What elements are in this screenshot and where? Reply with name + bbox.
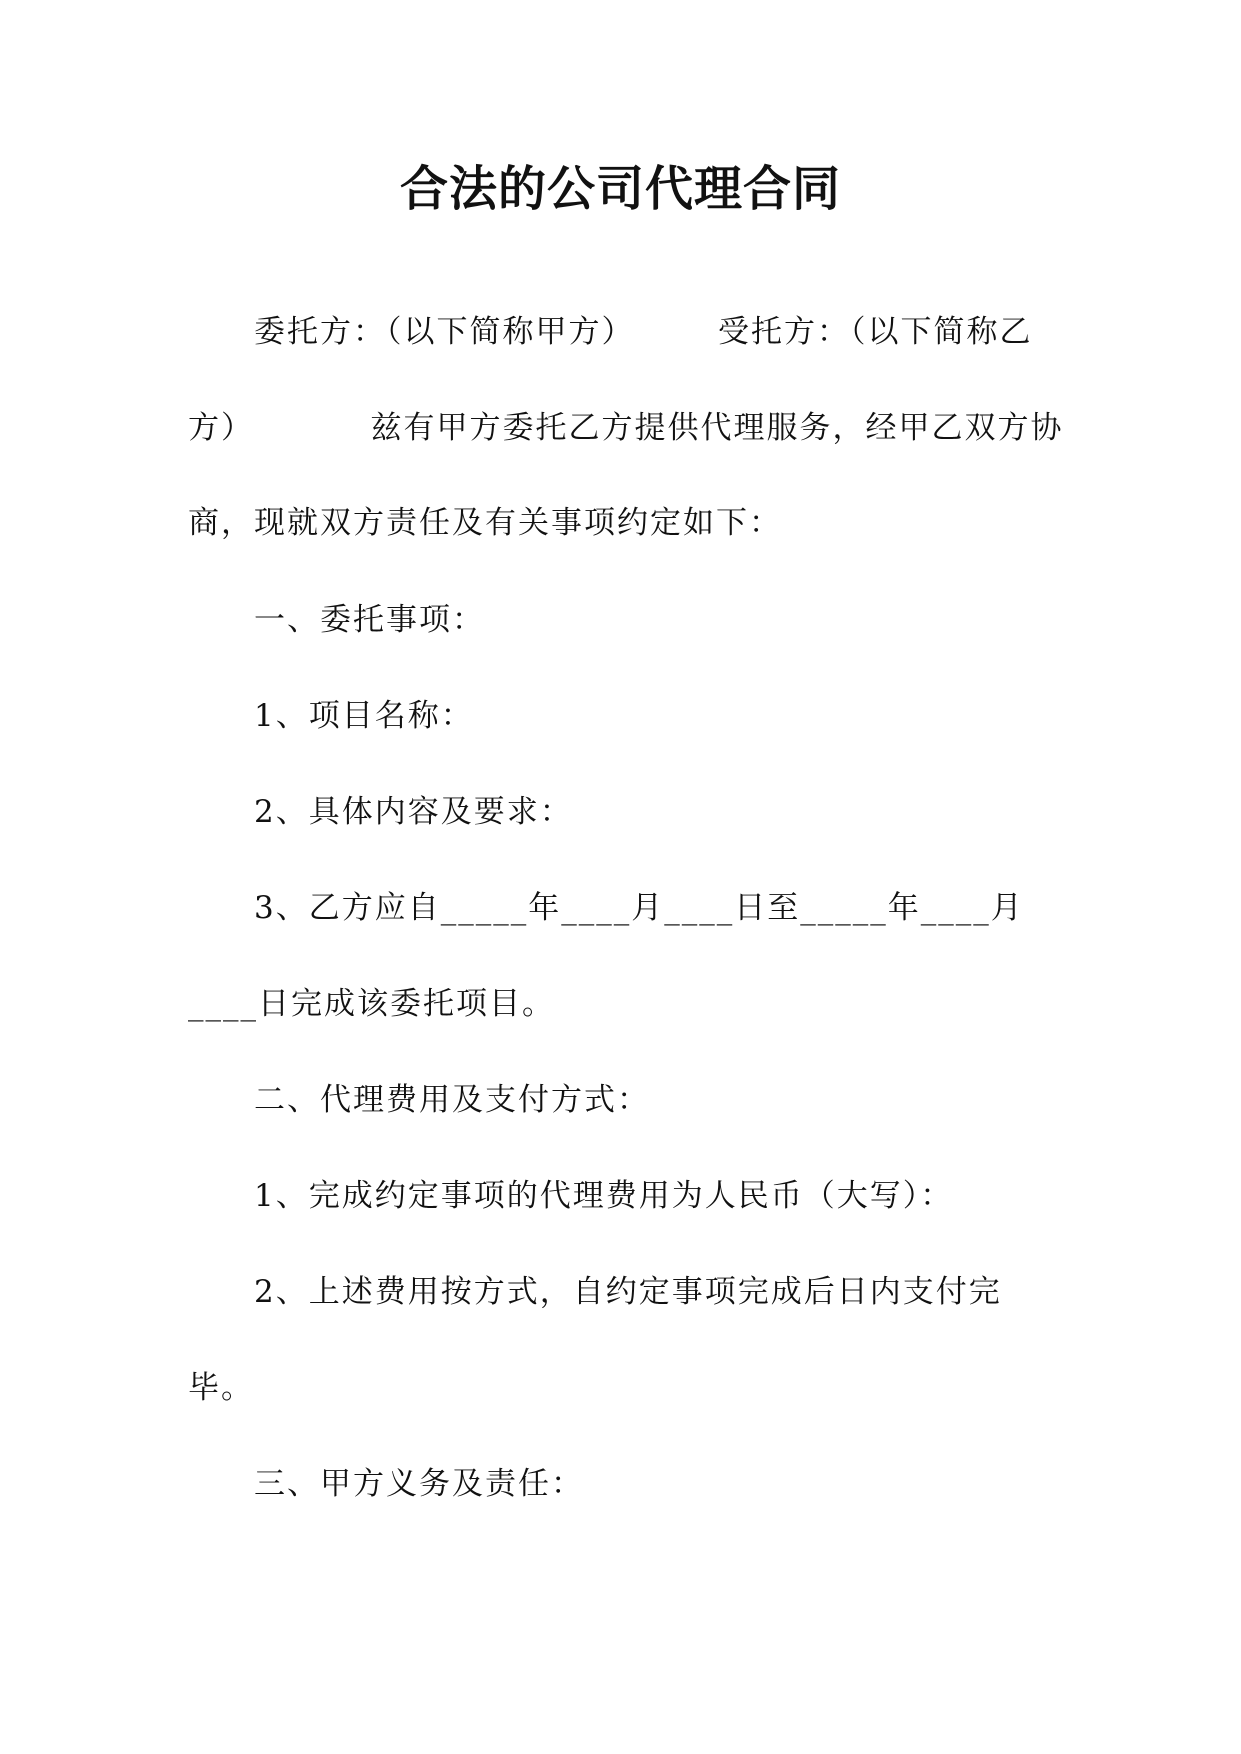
paragraph-line: 2、具体内容及要求： [254, 794, 573, 830]
paragraph-line: 1、项目名称： [254, 698, 474, 734]
paragraph-line: 方） 兹有甲方委托乙方提供代理服务，经甲乙双方协 [188, 410, 1064, 446]
paragraph-line: 商，现就双方责任及有关事项约定如下： [188, 505, 782, 541]
paragraph-line: 1、完成约定事项的代理费用为人民币（大写）： [254, 1178, 954, 1214]
paragraph-line: 委托方：（以下简称甲方） 受托方：（以下简称乙 [254, 314, 1033, 350]
paragraph-line: ____日完成该委托项目。 [188, 986, 555, 1022]
document-title: 合法的公司代理合同 [399, 161, 841, 217]
section-heading: 一、委托事项： [254, 602, 485, 638]
section-heading: 二、代理费用及支付方式： [254, 1082, 650, 1118]
paragraph-line: 3、乙方应自_____年____月____日至_____年____月 [254, 890, 1024, 926]
section-heading: 三、甲方义务及责任： [254, 1466, 584, 1502]
paragraph-line: 2、上述费用按方式，自约定事项完成后日内支付完 [254, 1274, 1002, 1310]
paragraph-line: 毕。 [188, 1370, 254, 1406]
